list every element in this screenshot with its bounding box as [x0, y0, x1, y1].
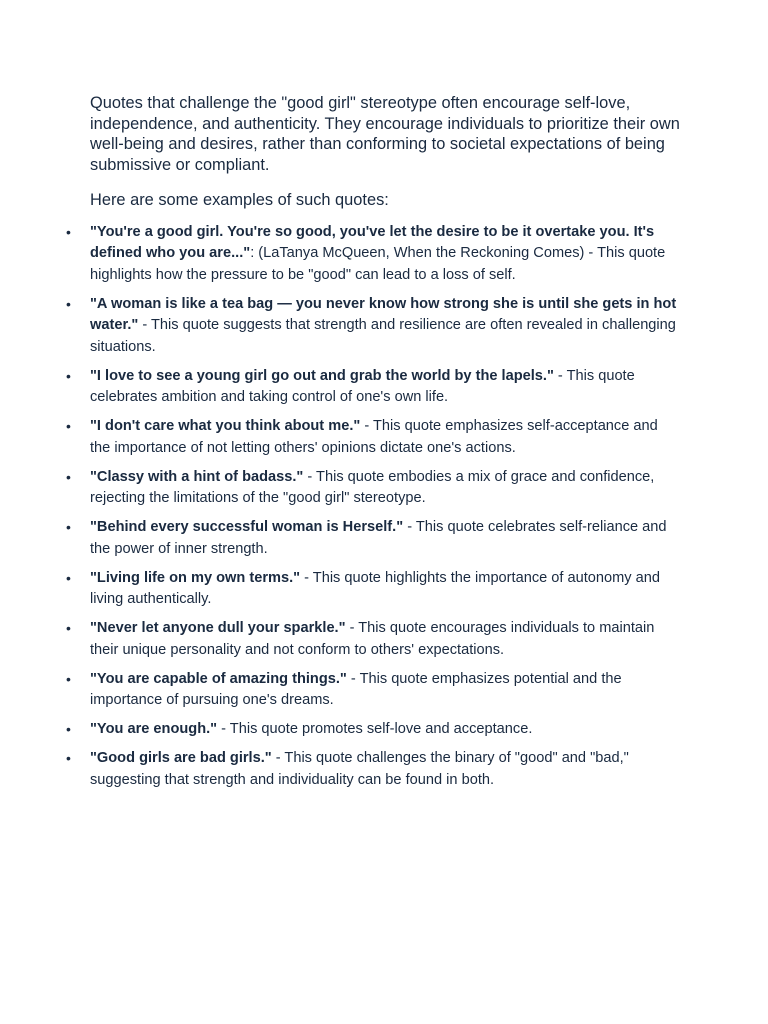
quote-list	[66, 222, 682, 792]
bullet-icon: •	[66, 223, 71, 240]
list-item	[66, 416, 682, 459]
examples-intro: Here are some examples of such quotes:	[90, 191, 389, 209]
list-item	[66, 669, 682, 712]
quote-description: - This quote celebrates self-reliance and the power of inner strength.	[90, 519, 667, 557]
bullet-icon: •	[66, 750, 71, 766]
quote-description: - This quote promotes self-love and acceptance.	[217, 721, 533, 737]
quote-text: "You're a good girl. You're so good, you've let the desire to be it overtake you. It's defined who you are..."	[90, 223, 655, 261]
quote-description: - This quote encourages individuals to maintain their unique personality and not conform to others' expectations.	[90, 620, 655, 658]
quote-description: - This quote highlights the importance of autonomy and living authentically.	[90, 569, 661, 607]
bullet-icon: •	[66, 620, 71, 636]
quote-text: "Good girls are bad girls."	[90, 750, 272, 766]
quote-text: "You are enough."	[90, 721, 218, 737]
document-body	[66, 93, 682, 799]
quote-description: - This quote suggests that strength and resilience are often revealed in challenging situations.	[90, 317, 676, 355]
quote-text: "Living life on my own terms."	[90, 569, 301, 586]
list-item	[66, 294, 682, 359]
bullet-icon: •	[66, 569, 71, 586]
list-item	[66, 618, 682, 661]
bullet-icon: •	[66, 367, 71, 384]
quote-description: : (LaTanya McQueen, When the Reckoning Comes) - This quote highlights how the pressure to be "good" can lead to a loss of self.	[90, 245, 666, 283]
quote-description: - This quote emphasizes potential and the importance of pursuing one's dreams.	[90, 670, 622, 708]
bullet-icon: •	[66, 670, 71, 687]
bullet-icon: •	[66, 519, 71, 535]
list-item	[66, 222, 682, 287]
quote-text: "Classy with a hint of badass."	[90, 468, 304, 485]
quote-text: "Never let anyone dull your sparkle."	[90, 620, 346, 636]
list-item	[66, 568, 682, 611]
quote-text: "A woman is like a tea bag — you never know how strong she is until she gets in hot water."	[90, 295, 677, 333]
list-item	[66, 366, 682, 409]
list-item	[66, 467, 682, 510]
bullet-icon: •	[66, 468, 71, 485]
intro-paragraph: Quotes that challenge the "good girl" stereotype often encourage self-love, independence, and authenticity. They encourage individuals to prioritize their own well-being and desires, rather than conforming to societal expectations of being submissive or compliant.	[90, 94, 680, 174]
quote-description: - This quote challenges the binary of "good" and "bad," suggesting that strength and individuality can be found in both.	[90, 750, 629, 788]
bullet-icon: •	[66, 418, 71, 434]
list-item	[66, 517, 682, 560]
quote-text: "You are capable of amazing things."	[90, 670, 347, 687]
quote-description: - This quote celebrates ambition and taking control of one's own life.	[90, 367, 635, 405]
list-item	[66, 748, 682, 791]
quote-text: "Behind every successful woman is Herself."	[90, 519, 404, 535]
quote-text: "I don't care what you think about me."	[90, 418, 361, 434]
list-item	[66, 719, 682, 741]
quote-description: - This quote embodies a mix of grace and confidence, rejecting the limitations of the "good girl" stereotype.	[90, 468, 655, 506]
quote-description: - This quote emphasizes self-acceptance and the importance of not letting others' opinions dictate one's actions.	[90, 418, 658, 456]
bullet-icon: •	[66, 295, 71, 312]
bullet-icon: •	[66, 721, 71, 737]
quote-text: "I love to see a young girl go out and grab the world by the lapels."	[90, 367, 554, 384]
